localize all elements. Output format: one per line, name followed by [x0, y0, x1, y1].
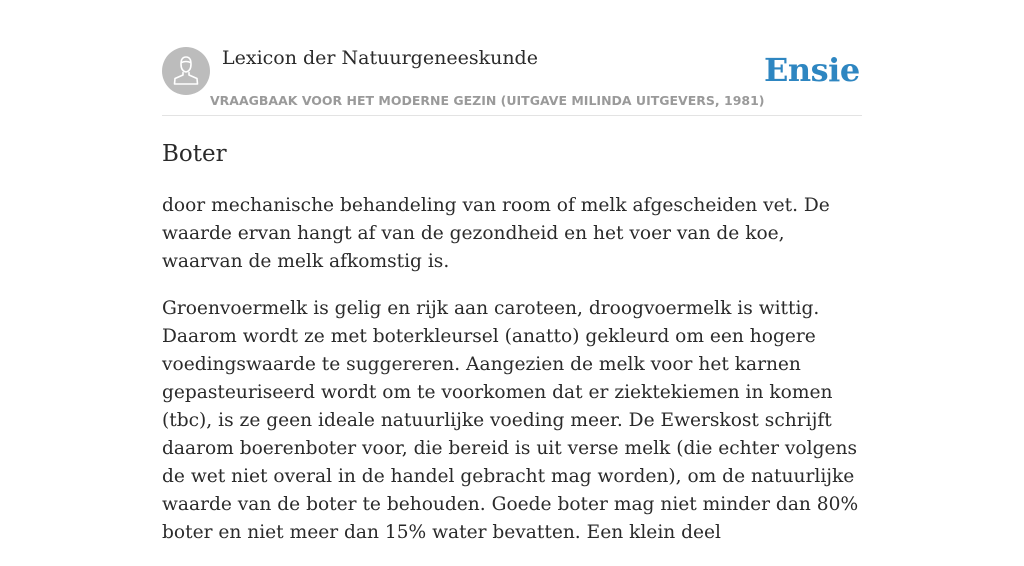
entry-title: Boter	[162, 141, 227, 167]
entry-paragraph: door mechanische behandeling van room of melk afgescheiden vet. De waarde ervan hangt af van de gezondheid en het voer van de koe, waarvan de melk afkomstig is.	[162, 195, 830, 272]
entry-body	[162, 192, 862, 566]
source-avatar[interactable]	[162, 47, 210, 95]
entry-paragraph: Groenvoermelk is gelig en rijk aan caroteen, droogvoermelk is wittig. Daarom wordt ze met boterkleursel (anatto) gekleurd om een hogere voedingswaarde te suggereren. Aangezien de melk voor het karnen gepasteuriseerd wordt om te voorkomen dat er ziektekiemen in komen (tbc), is ze geen ideale natuurlijke voeding meer. De Ewerskost schrijft daarom boerenboter voor, die bereid is uit verse melk (die echter volgens de wet niet overal in de handel gebracht mag worden), om de natuurlijke waarde van de boter te behouden. Goede boter mag niet minder dan 80% boter en niet meer dan 15% water bevatten. Een klein deel	[162, 298, 859, 543]
header-divider	[162, 115, 862, 116]
user-silhouette-icon	[162, 47, 210, 95]
source-subtitle: VRAAGBAAK VOOR HET MODERNE GEZIN (UITGAVE MILINDA UITGEVERS, 1981)	[210, 93, 765, 108]
source-title[interactable]: Lexicon der Natuurgeneeskunde	[222, 47, 538, 69]
ensie-logo[interactable]: Ensie	[764, 51, 860, 89]
